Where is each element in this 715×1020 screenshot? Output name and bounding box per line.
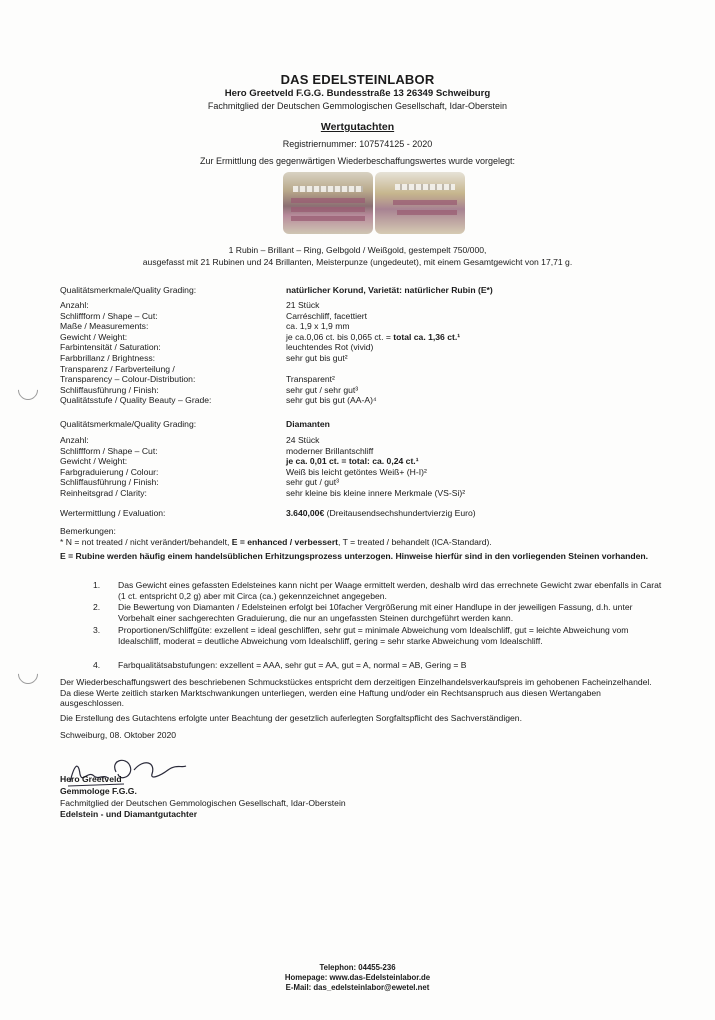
footer-homepage: Homepage: www.das-Edelsteinlabor.de xyxy=(284,973,431,982)
diamond-row xyxy=(60,467,660,478)
diamond-value: moderner Brillantschliff xyxy=(286,445,374,456)
ruby-value: sehr gut bis gut² xyxy=(286,353,348,363)
ruby-row xyxy=(60,395,660,406)
ruby-row xyxy=(60,374,660,385)
appraiser-role: Edelstein - und Diamantgutachter xyxy=(60,809,198,819)
diamond-row xyxy=(60,477,660,488)
lab-address: Hero Greetveld F.G.G. Bundesstraße 13 26349 Schweiburg xyxy=(224,88,491,99)
place-date: Schweiburg, 08. Oktober 2020 xyxy=(60,730,177,740)
appraiser-name: Hero Greetveld xyxy=(60,774,122,784)
diligence-statement: Die Erstellung des Gutachtens erfolgte unter Beachtung der gesetzlich auferlegten Sorgfaltspflicht des Sachverständigen. xyxy=(60,713,522,723)
note-text: Proportionen/Schliffgüte: exzellent = ideal geschliffen, sehr gut = minimale Abweichung vom Idealschliff, gut = leichte Abweichung vom Idealschliff, moderat = deutliche Abweichung vom Idealschliff, gering = sehr starke Abweichung vom Idealschliff. xyxy=(118,625,629,646)
note-number: 3. xyxy=(93,625,101,635)
ruby-treatment-note: E = Rubine werden häufig einem handelsüblichen Erhitzungsprozess unterzogen. Hinweise hierfür sind in den vorliegenden Steinen vorhanden. xyxy=(60,551,649,561)
footer-phone: Telephon: 04455-236 xyxy=(319,963,396,972)
ruby-label: Farbbrillanz / Brightness: xyxy=(60,353,156,363)
ruby-row xyxy=(60,342,660,353)
diamond-value: je ca. 0,01 ct. = total: ca. 0,24 ct.¹ xyxy=(286,456,419,467)
ruby-label: Schliffausführung / Finish: xyxy=(60,384,159,395)
note-text: Die Bewertung von Diamanten / Edelsteinen erfolgt bei 10facher Vergrößerung mit einer Handlupe in der jeweiligen Fassung, d.h. unter Vorbehalt einer sachgerechten Graduierung, die nur an ungefassten Steinen durchgeführt werden kann. xyxy=(118,602,633,623)
item-description-line2: ausgefasst mit 21 Rubinen und 24 Brillanten, Meisterpunze (ungedeutet), mit einem Gesamtgewicht von 17,71 g. xyxy=(142,257,573,267)
diamond-label: Gewicht / Weight: xyxy=(60,456,128,467)
appraiser-membership: Fachmitglied der Deutschen Gemmologischen Gesellschaft, Idar-Oberstein xyxy=(60,798,346,808)
ruby-label: Transparenz / Farbverteilung / xyxy=(60,363,175,374)
diamond-label: Reinheitsgrad / Clarity: xyxy=(60,488,147,498)
ruby-label: Farbintensität / Saturation: xyxy=(60,342,161,353)
ruby-value: 21 Stück xyxy=(286,300,320,310)
treatment-legend: * N = not treated / nicht verändert/behandelt, E = enhanced / verbessert, T = treated / behandelt (ICA-Standard). xyxy=(60,537,492,547)
appraiser-title: Gemmologe F.G.G. xyxy=(60,786,137,796)
ruby-row xyxy=(60,300,660,311)
ruby-value: Carréschliff, facettiert xyxy=(286,310,368,321)
ruby-label: Schliffform / Shape – Cut: xyxy=(60,310,158,321)
ruby-value: leuchtendes Rot (vivid) xyxy=(286,342,374,353)
ruby-value: Transparent² xyxy=(286,374,335,385)
ruby-row xyxy=(60,332,660,343)
note-text: Farbqualitätsabstufungen: exzellent = AAA, sehr gut = AA, gut = A, normal = AB, Gering = B xyxy=(118,660,467,670)
ruby-value: je ca.0,06 ct. bis 0,065 ct. = total ca. 1,36 ct.¹ xyxy=(286,331,461,342)
note-number: 4. xyxy=(93,660,101,670)
liability-disclaimer: Der Wiederbeschaffungswert des beschriebenen Schmuckstückes entspricht dem derzeitigen Einzelhandelsverkaufspreis im gehobenen Facheinzelhandel. Da diese Werte zeitlich starken Marktschwankungen unterliegen, werden eine Haftung und/oder ein Rechtsanspruch aus diesen Wertangaben ausgeschlossen. xyxy=(60,677,652,709)
diamond-row xyxy=(60,456,660,467)
diamond-row xyxy=(60,488,660,499)
diamond-row xyxy=(60,446,660,457)
lab-membership: Fachmitglied der Deutschen Gemmologischen Gesellschaft, Idar-Oberstein xyxy=(207,101,508,111)
footer-email: E-Mail: das_edelsteinlabor@ewetel.net xyxy=(285,983,430,992)
ruby-label: Gewicht / Weight: xyxy=(60,331,128,342)
ruby-row xyxy=(60,385,660,396)
diamond-value: 24 Stück xyxy=(286,435,320,445)
ruby-value: sehr gut / sehr gut³ xyxy=(286,384,359,395)
diamond-row xyxy=(60,435,660,446)
ruby-label: Maße / Measurements: xyxy=(60,321,149,332)
intro-text: Zur Ermittlung des gegenwärtigen Wiederbeschaffungswertes wurde vorgelegt: xyxy=(200,156,515,166)
diamond-label: Farbgraduierung / Colour: xyxy=(60,466,159,477)
ruby-value: sehr gut bis gut (AA-A)⁴ xyxy=(286,395,377,406)
ring-photo-front xyxy=(283,172,373,234)
document-title: Wertgutachten xyxy=(320,121,395,133)
diamond-label: Schliffform / Shape – Cut: xyxy=(60,445,158,456)
ruby-label: Transparency – Colour-Distribution: xyxy=(60,374,196,385)
ruby-row xyxy=(60,311,660,322)
diamond-value: Weiß bis leicht getöntes Weiß+ (H-I)² xyxy=(286,466,427,477)
remarks-title: Bemerkungen: xyxy=(60,526,116,536)
punch-hole-mark xyxy=(14,376,42,404)
diamond-value: sehr kleine bis kleine innere Merkmale (VS-Si)² xyxy=(286,488,466,498)
note-number: 2. xyxy=(93,602,101,612)
ruby-row xyxy=(60,321,660,332)
item-description-line1: 1 Rubin – Brillant – Ring, Gelbgold / Weißgold, gestempelt 750/000, xyxy=(228,245,487,255)
ruby-label: Anzahl: xyxy=(60,300,89,310)
punch-hole-mark xyxy=(14,660,42,688)
lab-name: DAS EDELSTEINLABOR xyxy=(280,72,435,87)
valuation-words: (Dreitausendsechshundertvierzig Euro) xyxy=(326,508,476,518)
ruby-row xyxy=(60,364,660,375)
note-text: Das Gewicht eines gefassten Edelsteines kann nicht per Waage ermittelt werden, deshalb wird das errechnete Gewicht zwar ebenfalls in Carat (1 ct. entspricht 0,2 g) aber mit Circa (ca.) gekennzeichnet angegeben. xyxy=(118,580,662,601)
ruby-row xyxy=(60,353,660,364)
homepage-link[interactable]: www.das-Edelsteinlabor.de xyxy=(329,973,431,982)
diamond-value: sehr gut / gut³ xyxy=(286,477,340,488)
valuation-amount: 3.640,00€ xyxy=(286,508,325,518)
note-number: 1. xyxy=(93,580,101,590)
ring-photo-side xyxy=(375,172,465,234)
valuation-row: Wertermittlung / Evaluation: 3.640,00€ (Dreitausendsechshundertvierzig Euro) xyxy=(60,508,476,518)
diamond-label: Anzahl: xyxy=(60,435,89,445)
diamond-label: Schliffausführung / Finish: xyxy=(60,477,159,488)
ruby-label: Qualitätsstufe / Quality Beauty – Grade: xyxy=(60,395,212,406)
registration-number: Registriernummer: 107574125 - 2020 xyxy=(282,139,433,149)
ruby-value: ca. 1,9 x 1,9 mm xyxy=(286,321,350,332)
diamond-grading-header: Qualitätsmerkmale/Quality Grading: Diamanten xyxy=(60,419,330,429)
ruby-grading-header: Qualitätsmerkmale/Quality Grading: natürlicher Korund, Varietät: natürlicher Rubin (E*) xyxy=(60,285,493,295)
